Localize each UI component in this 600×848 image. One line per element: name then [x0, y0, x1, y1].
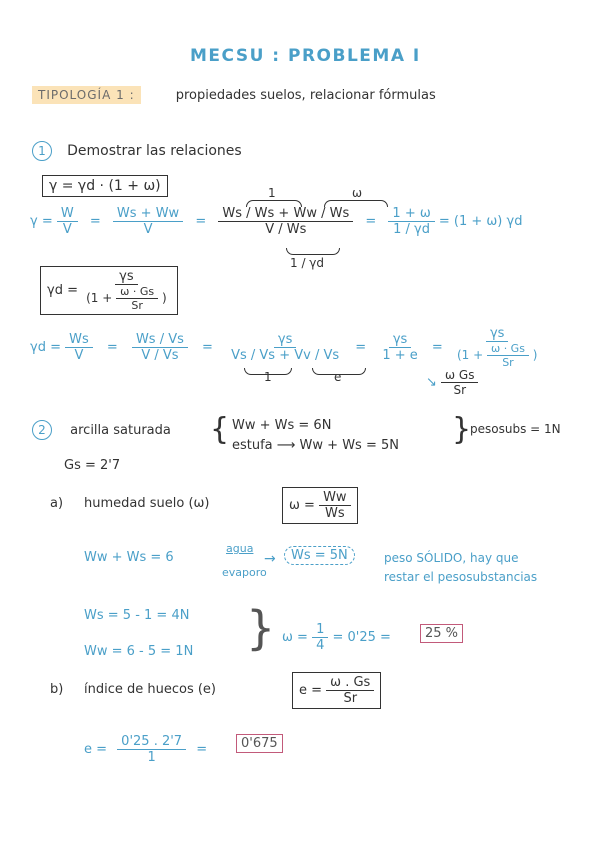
underbrace-label-gd: 1 / γd [290, 256, 325, 270]
section-2-heading [32, 420, 171, 440]
tipologia-desc: propiedades suelos, relacionar fórmulas [175, 88, 436, 103]
solid-note-1: peso SÓLIDO, hay que [384, 551, 519, 565]
arrow-top-label: agua [226, 542, 254, 555]
eq1-tail: = (1 + ω) γd [438, 214, 523, 229]
right-brace: } [452, 412, 472, 447]
part-a-label: a) [50, 496, 64, 511]
evaporation-row: Ww + Ws = 6 [84, 550, 174, 565]
formula-box-gamma: γ = γd · (1 + ω) [42, 175, 168, 197]
section-number: 2 [32, 420, 52, 440]
section-2-label: arcilla saturada [70, 423, 171, 438]
formula-box-e: e = $\frac{\omega . Gs}{Sr}$ [292, 672, 381, 709]
eq1-frac2: $\frac{Ws + Ww}{V}$ [113, 206, 183, 237]
underbrace-label-1: 1 [264, 370, 272, 384]
page-title: MECSU : PROBLEMA I [190, 46, 421, 66]
arrow-bottom-label: evaporo [222, 566, 267, 579]
gs-value: Gs = 2'7 [64, 458, 121, 473]
tipologia-row [32, 84, 436, 103]
ww-calc: Ww = 6 - 5 = 1N [84, 644, 194, 659]
part-a-title: humedad suelo (ω) [84, 496, 210, 511]
weight-line-1: Ww + Ws = 6N [232, 418, 332, 433]
omega-result: ω = $\frac{1}{4}$ = 0'25 = [282, 622, 391, 653]
weight-line-2: estufa ⟶ Ww + Ws = 5N [232, 438, 399, 453]
arrow-icon: → [264, 551, 276, 567]
substitution-note: ↘ $\frac{\text{ω Gs}}{Sr}$ [426, 368, 478, 397]
overbrace-ws [246, 200, 302, 207]
overbrace-label-omega: ω [352, 186, 363, 200]
formula-box-omega: ω = $\frac{Ww}{Ws}$ [282, 487, 358, 524]
part-b-label: b) [50, 682, 64, 697]
eq1-frac4: $\frac{1 + \omega}{1 / \gamma d}$ [388, 206, 434, 237]
peso-subs: pesosubs = 1N [470, 422, 561, 436]
omega-result-box: 25 % [420, 624, 463, 643]
section-number: 1 [32, 141, 52, 161]
underbrace-v-ws [286, 248, 340, 255]
e-result-box: 0'675 [236, 734, 283, 753]
solid-note-2: restar el pesosubstancias [384, 570, 538, 584]
e-calc: e = $\frac{0'25 . 2'7}{1}$ = [84, 734, 208, 765]
equation-gamma-d-derivation: γd = $\frac{Ws}{V}$ = $\frac{Ws / Vs}{V / Vs}$ = $\frac{\gamma s}{Vs / Vs + Vv / Vs}$ = $\frac{\gamma s}{1 + e}$ = γs (1 + $\frac{\omega \cdot Gs}{Sr}$ ) [30, 326, 538, 369]
section-1-title: Demostrar las relaciones [67, 143, 242, 159]
section-1-heading [32, 140, 242, 161]
overbrace-ww [324, 200, 388, 207]
left-brace: { [210, 412, 230, 447]
eq1-lhs: γ = [30, 214, 53, 229]
eq1-frac3: $\frac{Ws / Ws + Ww / Ws}{V / Ws}$ [218, 206, 353, 237]
part-b-title: índice de huecos (e) [84, 682, 216, 697]
tipologia-tag: TIPOLOGÍA 1 : [32, 86, 141, 104]
ws-cloud: Ws = 5N [284, 546, 355, 565]
formula-box-gamma-d: γd = γs (1 + $\frac{\omega \cdot Gs}{Sr}$ ) [40, 266, 178, 315]
equation-gamma-derivation: γ = $\frac{W}{V}$ = $\frac{Ws + Ww}{V}$ = $\frac{Ws / Ws + Ww / Ws}{V / Ws}$ = $\frac{1 + \omega}{1 / \gamma d}$ = (1 + ω) γd [30, 206, 523, 237]
eq1-frac1: $\frac{W}{V}$ [57, 206, 78, 237]
ws-calc: Ws = 5 - 1 = 4N [84, 608, 190, 623]
underbrace-label-e: e [334, 370, 342, 384]
calc-brace: } [246, 601, 276, 655]
overbrace-label-1: 1 [268, 186, 276, 200]
